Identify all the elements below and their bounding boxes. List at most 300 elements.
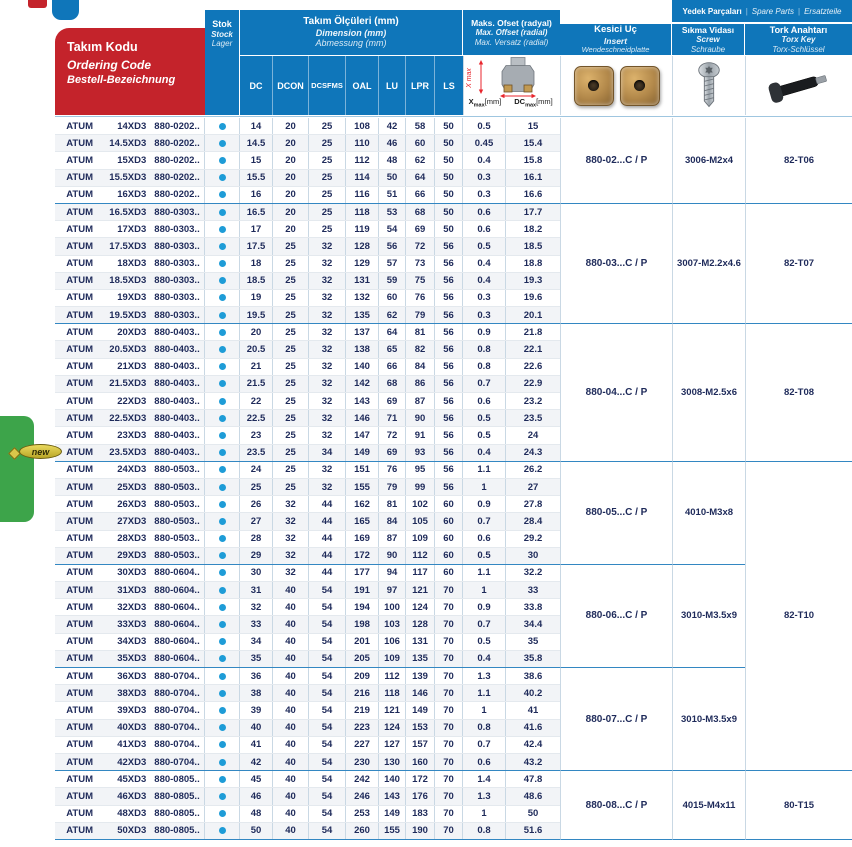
cell-dcmax: 24 [527,429,539,441]
cell-ls: 50 [435,221,463,237]
cell-xmax: 0.3 [463,170,506,186]
cell-lu: 112 [379,668,406,684]
cell-dc: 14 [240,118,273,134]
table-row [55,565,560,582]
cell-dcmax: 41 [527,704,539,716]
cell-dcmax: 30 [527,550,539,562]
screw-col [672,118,745,840]
cell-lpr: 62 [406,152,435,168]
cell-oal: 149 [346,445,379,461]
cell-ls: 70 [435,754,463,770]
cell-dcsfms: 54 [309,582,346,598]
cell-dcmax: 16.6 [523,189,543,201]
brand-label: ATUM [66,619,94,631]
stock-cell [205,135,240,151]
tool-code-cell [55,324,205,340]
table-row [55,685,560,702]
stock-header-tr: Stok [212,19,232,29]
torx-cell: 82-T10 [745,462,852,771]
dimensions-header-en: Dimension (mm) [315,27,387,38]
order-code: 880-0704.. [154,704,200,716]
cell-dcon: 40 [273,823,309,839]
table-row [55,307,560,324]
cell-dc: 24 [240,462,273,478]
cell-dc: 18 [240,256,273,272]
cell-lpr: 149 [406,702,435,718]
cell-dc: 21.5 [240,376,273,392]
stock-dot [219,191,226,198]
screw-header-en: Screw [696,35,720,45]
tool-code-cell [55,238,205,254]
cell-dc: 26 [240,496,273,512]
cell-lu: 81 [379,496,406,512]
size-code: 20.5XD3 [109,344,147,356]
table-row [55,290,560,307]
stock-cell [205,256,240,272]
stock-dot [219,535,226,542]
col-label-lu: LU [379,56,406,115]
table-row [55,548,560,565]
cell-xmax: 0.9 [463,496,506,512]
cell-oal: 108 [346,118,379,134]
cell-dcon: 32 [273,531,309,547]
insert-code-cell: 880-07...C / P [560,668,672,771]
cell-dcsfms: 25 [309,152,346,168]
cell-lu: 51 [379,187,406,203]
cell-dcmax: 51.6 [523,825,543,837]
stock-header-de: Lager [211,39,233,49]
col-label-ls: LS [443,80,455,91]
cell-lpr: 66 [406,187,435,203]
cell-xmax: 0.45 [463,135,506,151]
cell-ls: 70 [435,788,463,804]
size-code: 40XD3 [117,722,147,734]
cell-xmax: 0.8 [463,720,506,736]
cell-dcon: 40 [273,599,309,615]
insert-code-cell: 880-05...C / P [560,462,672,565]
stock-cell [205,445,240,461]
cell-lu: 46 [379,135,406,151]
screw-cell: 4010-M3x8 [672,462,745,565]
cell-ls: 56 [435,307,463,323]
table-row [55,256,560,273]
order-code: 880-0303.. [154,223,200,235]
cell-oal: 246 [346,788,379,804]
table-row [55,634,560,651]
cell-lu: 140 [379,771,406,787]
cell-oal: 162 [346,496,379,512]
offset-header-en: Max. Offset (radial) [475,28,548,38]
cell-lpr: 84 [406,359,435,375]
stock-cell [205,823,240,839]
cell-dc: 23.5 [240,445,273,461]
stock-cell [205,737,240,753]
order-code: 880-0303.. [154,240,200,252]
cell-lpr: 183 [406,806,435,822]
cell-dcon: 40 [273,754,309,770]
xmax-label: $X_{max}[mm]$ [468,97,502,109]
cell-dcmax: 18.8 [523,258,543,270]
stock-cell [205,187,240,203]
cell-ls: 70 [435,806,463,822]
cell-oal: 137 [346,324,379,340]
stock-cell [205,582,240,598]
cell-dcon: 25 [273,290,309,306]
separator: | [798,6,801,16]
cell-oal: 138 [346,341,379,357]
cell-dcmax: 15 [527,120,539,132]
stock-cell [205,410,240,426]
brand-label: ATUM [66,378,94,390]
tool-code-cell [55,582,205,598]
brand-label: ATUM [66,189,94,201]
brand-label: ATUM [66,636,94,648]
order-code: 880-0604.. [154,601,200,613]
stock-dot [219,380,226,387]
brand-label: ATUM [66,154,94,166]
size-code: 45XD3 [117,773,147,785]
cell-dcmax: 22.9 [523,378,543,390]
cell-xmax: 0.8 [463,823,506,839]
cell-dc: 16 [240,187,273,203]
cell-dcsfms: 32 [309,273,346,289]
cell-dcsfms: 54 [309,823,346,839]
table-row [55,152,560,169]
cell-dc: 29 [240,548,273,564]
tool-code-cell [55,307,205,323]
spare-parts-header-en: Spare Parts [751,6,795,16]
cell-dcsfms: 44 [309,496,346,512]
cell-dc: 48 [240,806,273,822]
size-code: 22XD3 [117,395,147,407]
cell-dcmax: 29.2 [523,533,543,545]
cell-dcon: 32 [273,565,309,581]
order-code: 880-0503.. [154,464,200,476]
cell-dcsfms: 54 [309,668,346,684]
red-edge-tab [28,0,47,8]
cell-dcsfms: 44 [309,565,346,581]
cell-oal: 116 [346,187,379,203]
cell-dcon: 25 [273,238,309,254]
tool-code-cell [55,634,205,650]
separator: | [745,6,748,16]
cell-lpr: 82 [406,341,435,357]
torx-cell: 82-T06 [745,118,852,204]
offset-header-tr: Maks. Ofset (radyal) [471,18,552,29]
cell-lpr: 75 [406,273,435,289]
torx-col [745,118,852,840]
cell-dcon: 25 [273,359,309,375]
stock-dot [219,724,226,731]
brand-label: ATUM [66,550,94,562]
cell-dcmax: 42.4 [523,739,543,751]
cell-xmax: 0.5 [463,548,506,564]
brand-label: ATUM [66,567,94,579]
cell-lu: 84 [379,513,406,529]
table-row [55,410,560,427]
cell-lpr: 131 [406,634,435,650]
cell-dcon: 40 [273,582,309,598]
cell-dc: 41 [240,737,273,753]
cell-dcmax: 40.2 [523,687,543,699]
cell-ls: 70 [435,616,463,632]
cell-lpr: 68 [406,204,435,220]
svg-text:X max: X max [465,68,473,88]
size-code: 23XD3 [117,429,147,441]
ordering-code-header [55,28,205,115]
cell-lu: 76 [379,462,406,478]
cell-oal: 194 [346,599,379,615]
cell-lpr: 160 [406,754,435,770]
cell-ls: 56 [435,479,463,495]
size-code: 18.5XD3 [109,275,147,287]
tool-code-cell [55,531,205,547]
table-row [55,445,560,462]
size-code: 17.5XD3 [109,240,147,252]
cell-dc: 22.5 [240,410,273,426]
size-code: 46XD3 [117,790,147,802]
cell-xmax: 1.1 [463,462,506,478]
col-label-oal: OAL [346,56,379,115]
cell-lpr: 139 [406,668,435,684]
cell-lpr: 128 [406,616,435,632]
size-code: 27XD3 [117,515,147,527]
cell-lu: 64 [379,324,406,340]
stock-cell [205,634,240,650]
torx-header-en: Torx Key [781,35,816,45]
cell-ls: 70 [435,823,463,839]
cell-lpr: 79 [406,307,435,323]
cell-xmax: 1.3 [463,668,506,684]
stock-dot [219,363,226,370]
size-code: 33XD3 [117,619,147,631]
cell-dcsfms: 32 [309,341,346,357]
stock-cell [205,221,240,237]
cell-dcsfms: 54 [309,737,346,753]
table-row [55,376,560,393]
cell-lpr: 76 [406,290,435,306]
cell-dcmax: 28.4 [523,515,543,527]
cell-dcmax: 22.6 [523,361,543,373]
cell-dcsfms: 32 [309,410,346,426]
size-code: 35XD3 [117,653,147,665]
cell-ls: 60 [435,496,463,512]
cell-oal: 227 [346,737,379,753]
table-row [55,359,560,376]
cell-xmax: 0.4 [463,152,506,168]
cell-dcmax: 16.1 [523,172,543,184]
cell-dc: 38 [240,685,273,701]
cell-dcsfms: 32 [309,256,346,272]
table-row [55,668,560,685]
cell-oal: 151 [346,462,379,478]
stock-dot [219,604,226,611]
stock-dot [219,501,226,508]
stock-dot [219,690,226,697]
cell-lu: 66 [379,359,406,375]
stock-cell [205,599,240,615]
cell-dc: 20 [240,324,273,340]
cell-dcsfms: 54 [309,599,346,615]
cell-dc: 23 [240,427,273,443]
insert-header [560,24,672,55]
brand-label: ATUM [66,137,94,149]
screw-cell: 3007-M2.2x4.6 [672,204,745,324]
tool-code-cell [55,462,205,478]
stock-cell [205,668,240,684]
cell-dc: 16.5 [240,204,273,220]
size-code: 31XD3 [117,584,147,596]
table-row [55,393,560,410]
cell-ls: 50 [435,170,463,186]
stock-dot [219,432,226,439]
cell-dcmax: 27.8 [523,498,543,510]
tool-code-cell [55,273,205,289]
table-row [55,582,560,599]
size-code: 20XD3 [117,326,147,338]
offset-diagram [464,56,561,98]
cell-xmax: 0.7 [463,376,506,392]
cell-lu: 42 [379,118,406,134]
cell-xmax: 1.4 [463,771,506,787]
cell-dcon: 25 [273,393,309,409]
stock-dot [219,587,226,594]
tool-code-cell [55,341,205,357]
cell-lu: 59 [379,273,406,289]
cell-lpr: 105 [406,513,435,529]
cell-oal: 219 [346,702,379,718]
cell-dc: 15 [240,152,273,168]
cell-lu: 109 [379,651,406,667]
tool-code-cell [55,513,205,529]
cell-dcon: 40 [273,685,309,701]
screw-cell: 3010-M3.5x9 [672,668,745,771]
cell-dcmax: 38.6 [523,670,543,682]
order-code: 880-0403.. [154,326,200,338]
cell-xmax: 1 [463,806,506,822]
stock-cell [205,290,240,306]
cell-lu: 149 [379,806,406,822]
cell-dcmax: 23.2 [523,395,543,407]
cell-oal: 119 [346,221,379,237]
tool-code-cell [55,720,205,736]
brand-label: ATUM [66,481,94,493]
cell-dcsfms: 54 [309,771,346,787]
stock-cell [205,359,240,375]
cell-ls: 70 [435,720,463,736]
table-row [55,702,560,719]
tool-code-cell [55,806,205,822]
brand-label: ATUM [66,790,94,802]
order-code: 880-0202.. [154,189,200,201]
dimensions-header-de: Abmessung (mm) [315,38,387,49]
stock-dot [219,466,226,473]
stock-dot [219,277,226,284]
brand-label: ATUM [66,756,94,768]
cell-ls: 70 [435,702,463,718]
brand-label: ATUM [66,808,94,820]
cell-lpr: 93 [406,445,435,461]
cell-oal: 209 [346,668,379,684]
tool-code-cell [55,668,205,684]
cell-oal: 230 [346,754,379,770]
stock-dot [219,810,226,817]
table-body [55,118,852,840]
cell-ls: 56 [435,290,463,306]
brand-label: ATUM [66,344,94,356]
tool-code-cell [55,616,205,632]
order-code: 880-0403.. [154,361,200,373]
cell-ls: 56 [435,256,463,272]
cell-ls: 70 [435,599,463,615]
cell-dc: 20.5 [240,341,273,357]
cell-oal: 135 [346,307,379,323]
cell-dcon: 40 [273,634,309,650]
cell-lpr: 176 [406,788,435,804]
cell-xmax: 1 [463,702,506,718]
cell-dcon: 40 [273,788,309,804]
stock-dot [219,123,226,130]
cell-dcsfms: 54 [309,702,346,718]
order-code: 880-0704.. [154,670,200,682]
cell-dc: 19.5 [240,307,273,323]
cell-lu: 50 [379,170,406,186]
size-code: 29XD3 [117,550,147,562]
stock-cell [205,513,240,529]
stock-cell [205,462,240,478]
size-code: 41XD3 [117,739,147,751]
brand-label: ATUM [66,240,94,252]
cell-dcsfms: 25 [309,221,346,237]
cell-dcsfms: 25 [309,135,346,151]
cell-ls: 60 [435,548,463,564]
cell-oal: 165 [346,513,379,529]
stock-dot [219,518,226,525]
torx-key-icon [767,64,831,108]
cell-ls: 70 [435,771,463,787]
tool-code-cell [55,771,205,787]
stock-dot [219,140,226,147]
insert-photos [560,56,672,115]
size-code: 34XD3 [117,636,147,648]
stock-dot [219,243,226,250]
cell-dcmax: 43.2 [523,756,543,768]
screw-icon [695,60,723,112]
cell-oal: 216 [346,685,379,701]
cell-dc: 42 [240,754,273,770]
torx-key-icon-cell [745,56,852,115]
cell-oal: 191 [346,582,379,598]
cell-dcsfms: 32 [309,376,346,392]
screw-cell: 3008-M2.5x6 [672,324,745,462]
stock-dot [219,776,226,783]
cell-dcmax: 41.6 [523,722,543,734]
size-code: 14XD3 [117,120,147,132]
cell-xmax: 0.5 [463,238,506,254]
cell-ls: 56 [435,410,463,426]
tool-code-cell [55,651,205,667]
cell-dcsfms: 32 [309,427,346,443]
cell-lpr: 112 [406,548,435,564]
stock-cell [205,479,240,495]
cell-dcon: 32 [273,548,309,564]
cell-dc: 40 [240,720,273,736]
cell-ls: 56 [435,238,463,254]
size-code: 38XD3 [117,687,147,699]
brand-label: ATUM [66,670,94,682]
cell-xmax: 0.5 [463,410,506,426]
cell-dcsfms: 32 [309,462,346,478]
